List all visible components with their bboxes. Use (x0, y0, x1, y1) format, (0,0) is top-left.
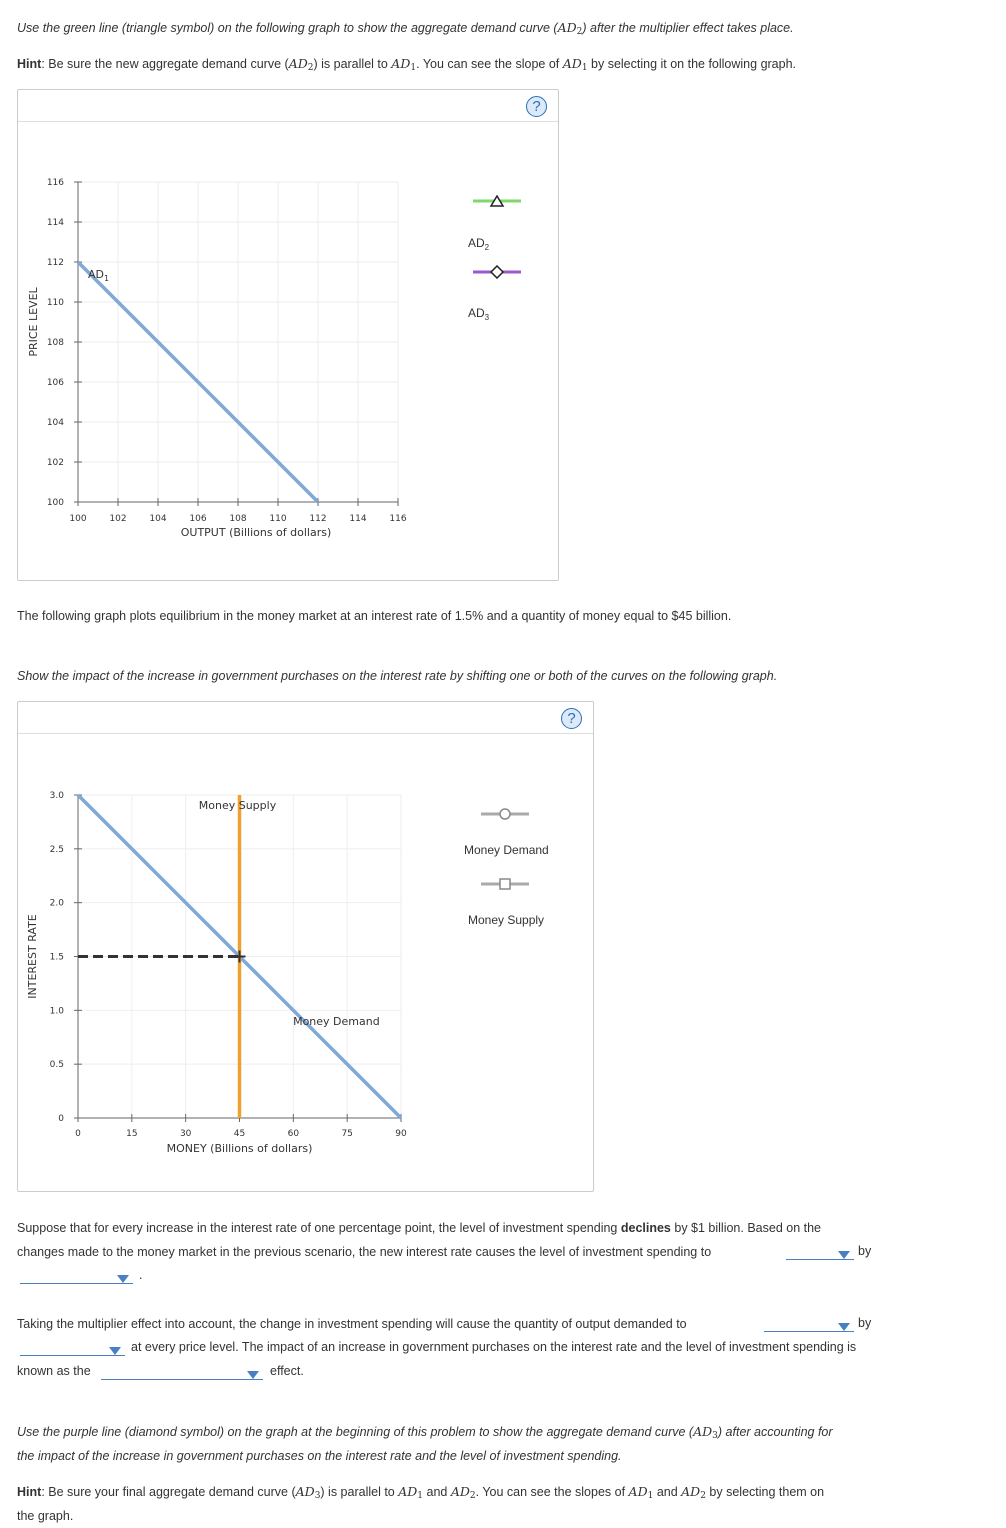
y-tick-label: 110 (46, 298, 64, 308)
question-output: Taking the multiplier effect into account, the change in investment spending will cause the quantity of output demanded to (17, 1317, 687, 1331)
x-tick-label: 114 (349, 514, 367, 524)
y-tick-label: 3.0 (49, 791, 64, 801)
y-tick-label: 2.0 (49, 898, 64, 909)
y-tick-label: 2.5 (49, 844, 64, 855)
x-tick-label: 100 (69, 514, 87, 524)
period-label: . (139, 1268, 143, 1282)
by-label: by (858, 1316, 872, 1330)
x-tick-label: 110 (269, 514, 287, 524)
money-chart[interactable] (18, 702, 595, 1193)
hint-ad3: Hint: Be sure your final aggregate demand curve $(AD_3)$ is parallel to $AD_1$ and $AD_2$. You can see the slopes of $AD_1$ and $AD_2$ by selecting them on (17, 1484, 825, 1501)
by-label: by (858, 1244, 872, 1258)
legend-money-supply-tool[interactable] (481, 877, 531, 891)
hint-ad2: Hint: Be sure the new aggregate demand curve $(AD_2)$ is parallel to $AD_1$. You can see the slope of $AD_1$ by selecting it on the following graph. (17, 56, 797, 73)
money-demand-label: Money Demand (293, 1015, 380, 1029)
x-tick-label: 104 (149, 514, 167, 524)
legend-money-demand-label: Money Demand (464, 843, 549, 857)
y-axis-title: INTEREST RATE (26, 914, 39, 999)
y-tick-label: 116 (46, 178, 64, 188)
ad-graph-panel (17, 89, 559, 581)
question-investment-line2: changes made to the money market in the previous scenario, the new interest rate causes the level of investment spending to (17, 1245, 712, 1259)
x-tick-label: 102 (109, 514, 127, 524)
question-investment: Suppose that for every increase in the interest rate of one percentage point, the level of investment spending declines by $1 billion. Based on the (17, 1221, 821, 1235)
legend-ad3-label: $AD_3$ (468, 306, 490, 322)
question-output-line2: at every price level. The impact of an increase in government purchases on the interest rate and the level of investment spending is (131, 1340, 857, 1354)
investment-direction-dropdown[interactable] (786, 1246, 854, 1260)
instruction-ad3: Use the purple line (diamond symbol) on the graph at the beginning of this problem to show the aggregate demand curve $(AD_3)$ after accounting for (17, 1424, 833, 1441)
known-as-label: known as the (17, 1364, 91, 1378)
instruction-ad3-line2: the impact of the increase in government purchases on the interest rate and the level of investment spending. (17, 1449, 622, 1463)
legend-money-supply-label: Money Supply (468, 913, 545, 927)
y-tick-label: 0.5 (49, 1060, 64, 1071)
y-tick-label: 106 (46, 378, 64, 388)
x-tick-label: 45 (233, 1129, 246, 1139)
x-tick-label: 60 (287, 1129, 300, 1139)
investment-amount-dropdown[interactable] (20, 1270, 133, 1284)
y-tick-label: 114 (46, 218, 64, 228)
y-tick-label: 100 (46, 498, 64, 508)
money-task: Show the impact of the increase in government purchases on the interest rate by shifting one or both of the curves on the following graph. (17, 669, 778, 683)
effect-type-dropdown[interactable] (101, 1366, 263, 1380)
x-tick-label: 116 (389, 514, 407, 524)
output-amount-dropdown[interactable] (20, 1342, 125, 1356)
x-axis-title: MONEY (Billions of dollars) (166, 1142, 313, 1155)
x-axis-title: OUTPUT (Billions of dollars) (180, 526, 332, 539)
x-tick-label: 75 (341, 1129, 353, 1139)
y-tick-label: 104 (46, 418, 64, 428)
help-icon[interactable]: ? (561, 708, 582, 729)
ad-chart[interactable] (18, 90, 560, 582)
y-tick-label: 108 (46, 338, 64, 348)
y-tick-label: 112 (46, 258, 64, 268)
x-tick-label: 15 (126, 1129, 138, 1139)
y-tick-label: 0 (58, 1114, 64, 1124)
x-tick-label: 0 (75, 1129, 81, 1139)
legend-money-demand-tool[interactable] (481, 807, 531, 821)
y-tick-label: 102 (46, 458, 64, 468)
effect-label: effect. (270, 1364, 304, 1378)
x-tick-label: 30 (179, 1129, 192, 1139)
y-axis-title: PRICE LEVEL (27, 287, 40, 357)
money-graph-panel (17, 701, 594, 1192)
money-intro: The following graph plots equilibrium in the money market at an interest rate of 1.5% and a quantity of money equal to $45 billion. (17, 609, 732, 623)
x-tick-label: 106 (189, 514, 207, 524)
output-direction-dropdown[interactable] (764, 1318, 854, 1332)
hint-ad3-line2: the graph. (17, 1509, 74, 1523)
instruction-ad2: Use the green line (triangle symbol) on the following graph to show the aggregate demand curve $(AD_2)$ after the multiplier effect takes place. (17, 20, 794, 37)
legend-ad3-tool[interactable] (473, 265, 523, 279)
x-tick-label: 90 (395, 1129, 407, 1139)
x-tick-label: 108 (229, 514, 247, 524)
ad1-label: $AD_1$ (88, 268, 110, 283)
y-tick-label: 1.0 (49, 1006, 64, 1017)
legend-ad2-label: $AD_2$ (468, 236, 490, 252)
help-icon[interactable]: ? (526, 96, 547, 117)
x-tick-label: 112 (309, 514, 327, 524)
y-tick-label: 1.5 (49, 952, 64, 963)
money-supply-label: Money Supply (198, 799, 277, 812)
legend-ad2-tool[interactable] (473, 195, 523, 207)
